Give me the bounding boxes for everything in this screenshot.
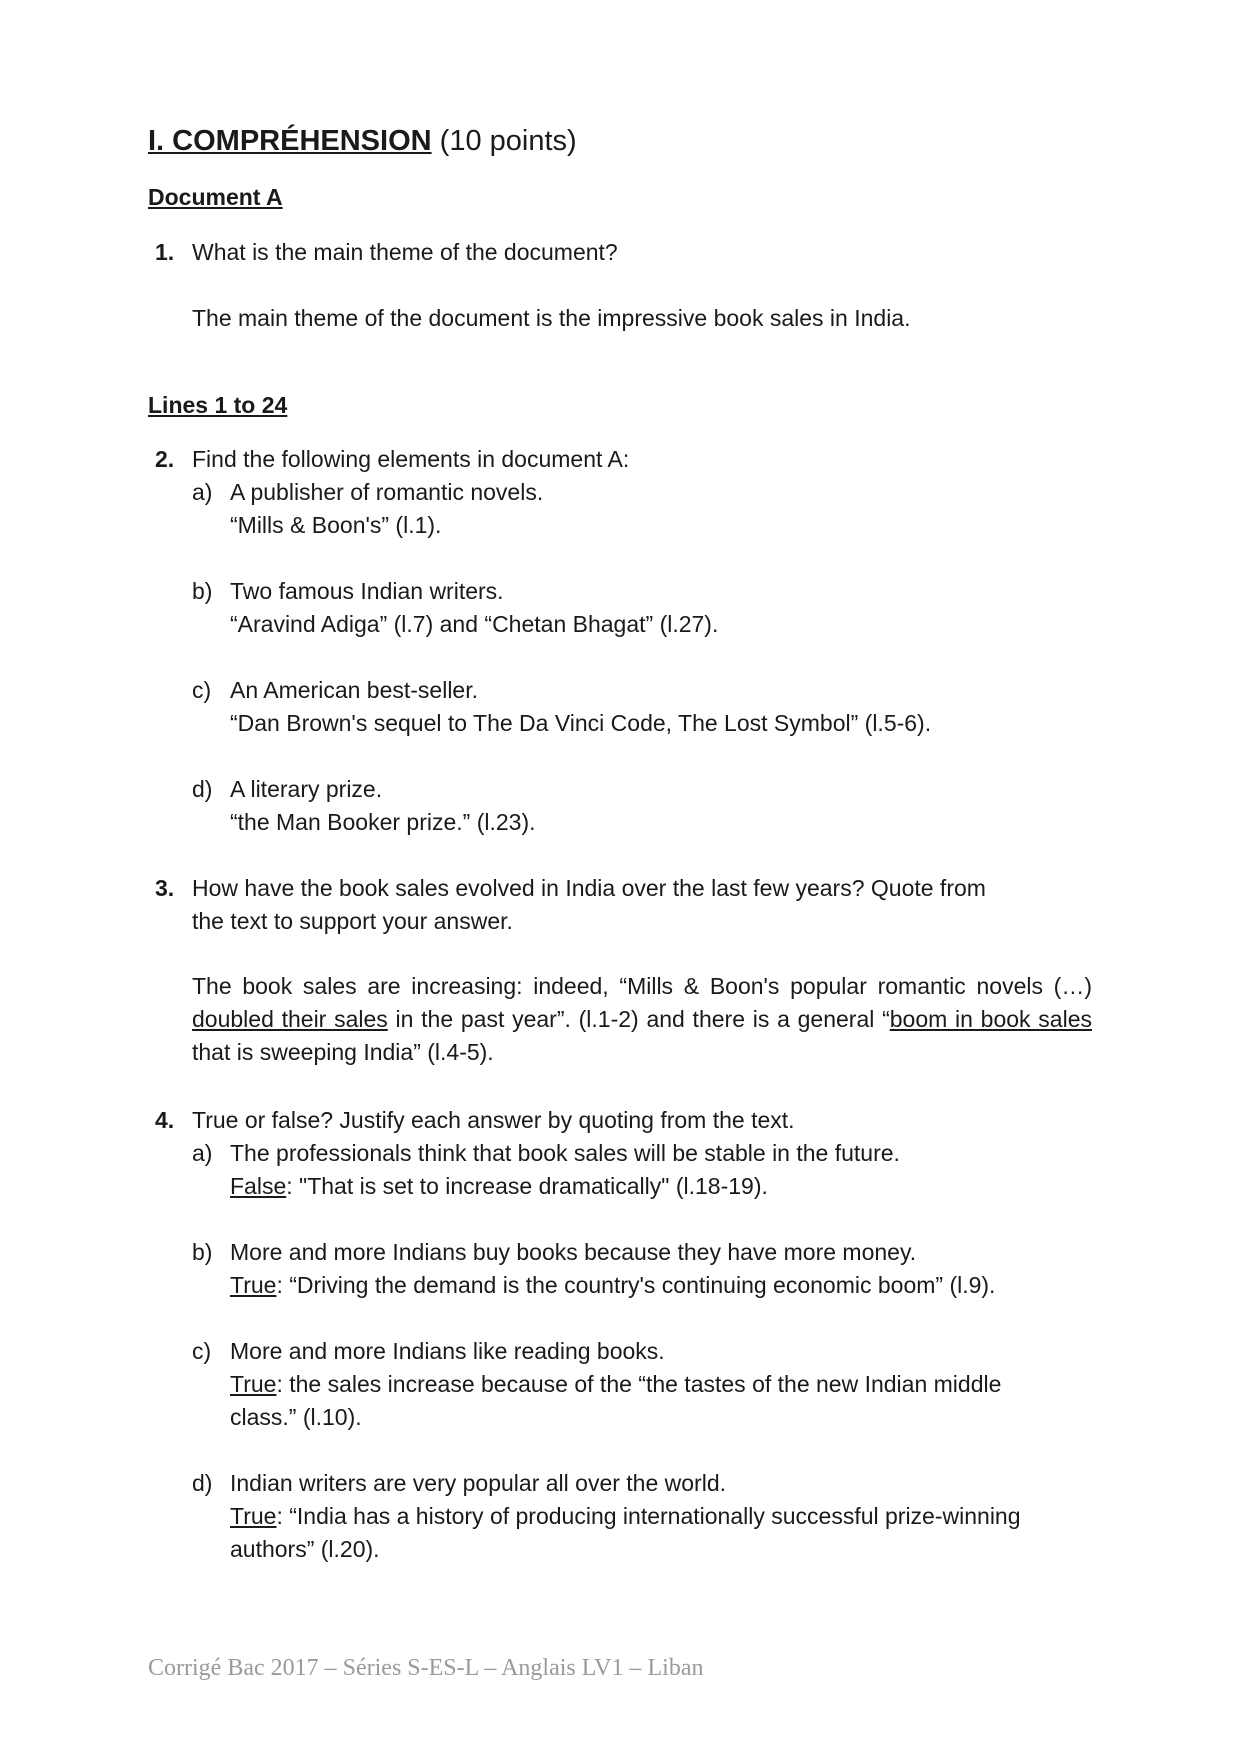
question-2b-letter: b) [192,578,213,604]
question-4c-justification: : the sales increase because of the “the tastes of the new Indian middle [276,1371,1002,1397]
question-3-answer-part1: The book sales are increasing: indeed, “Mills & Boon's popular romantic novels (…) [192,973,1092,999]
question-4c-answer [230,1370,1001,1398]
question-4b-verdict: True [230,1272,277,1298]
section-points: (10 points) [439,125,577,157]
question-4-text: True or false? Justify each answer by quoting from the text. [192,1107,795,1133]
question-1-answer: The main theme of the document is the impressive book sales in India. [192,305,911,331]
question-2b-prompt: Two famous Indian writers. [230,578,504,604]
question-4b-justification: : “Driving the demand is the country's continuing economic boom” (l.9). [276,1272,996,1298]
question-4d-answer [230,1502,1021,1530]
question-1-number: 1. [155,239,175,265]
question-2d-answer: “the Man Booker prize.” (l.23). [230,809,536,835]
question-4-number: 4. [155,1107,175,1133]
question-4a-verdict: False [230,1173,287,1199]
question-2a-prompt: A publisher of romantic novels. [230,479,544,505]
question-2d-prompt: A literary prize. [230,776,383,802]
question-3-answer-underline2: boom in book sales [889,1006,1092,1032]
question-4d-justification-line2: authors” (l.20). [230,1536,380,1562]
question-4b-prompt: More and more Indians buy books because they have more money. [230,1239,917,1265]
question-3-answer-part2: in the past year”. (l.1-2) and there is a general “ [387,1006,890,1032]
question-4c-letter: c) [192,1338,212,1364]
question-3-answer [192,970,1092,1069]
question-4d-justification: : “India has a history of producing internationally successful prize-winning [276,1503,1021,1529]
lines-heading: Lines 1 to 24 [148,392,288,418]
question-2c-letter: c) [192,677,212,703]
question-4d-verdict: True [230,1503,277,1529]
page-footer: Corrigé Bac 2017 – Séries S-ES-L – Anglais LV1 – Liban [148,1655,704,1681]
question-4d-prompt: Indian writers are very popular all over the world. [230,1470,727,1496]
question-2a-answer: “Mills & Boon's” (l.1). [230,512,442,538]
question-4a-prompt: The professionals think that book sales will be stable in the future. [230,1140,900,1166]
question-2a-letter: a) [192,479,213,505]
question-4d-letter: d) [192,1470,213,1496]
question-2c-answer: “Dan Brown's sequel to The Da Vinci Code, The Lost Symbol” (l.5-6). [230,710,932,736]
question-4c-justification-line2: class.” (l.10). [230,1404,362,1430]
question-4c-verdict: True [230,1371,277,1397]
question-2d-letter: d) [192,776,213,802]
question-2-text: Find the following elements in document A: [192,446,630,472]
question-4a-justification: : "That is set to increase dramatically" (l.18-19). [286,1173,768,1199]
question-3-number: 3. [155,875,175,901]
question-3-answer-underline1: doubled their sales [192,1006,388,1032]
question-2c-prompt: An American best-seller. [230,677,479,703]
question-1-text: What is the main theme of the document? [192,239,618,265]
question-2-number: 2. [155,446,175,472]
question-4a-answer [230,1172,768,1200]
section-title-text: I. COMPRÉHENSION [148,125,432,157]
question-4c-prompt: More and more Indians like reading books. [230,1338,665,1364]
document-a-heading: Document A [148,184,283,210]
question-4a-letter: a) [192,1140,213,1166]
question-3-answer-part3: that is sweeping India” (l.4-5). [192,1039,494,1065]
question-4b-answer [230,1271,995,1299]
section-title [148,124,577,158]
question-3-text-line1: How have the book sales evolved in India over the last few years? Quote from [192,875,986,901]
question-2b-answer: “Aravind Adiga” (l.7) and “Chetan Bhagat” (l.27). [230,611,719,637]
question-4b-letter: b) [192,1239,213,1265]
question-3-text-line2: the text to support your answer. [192,908,513,934]
